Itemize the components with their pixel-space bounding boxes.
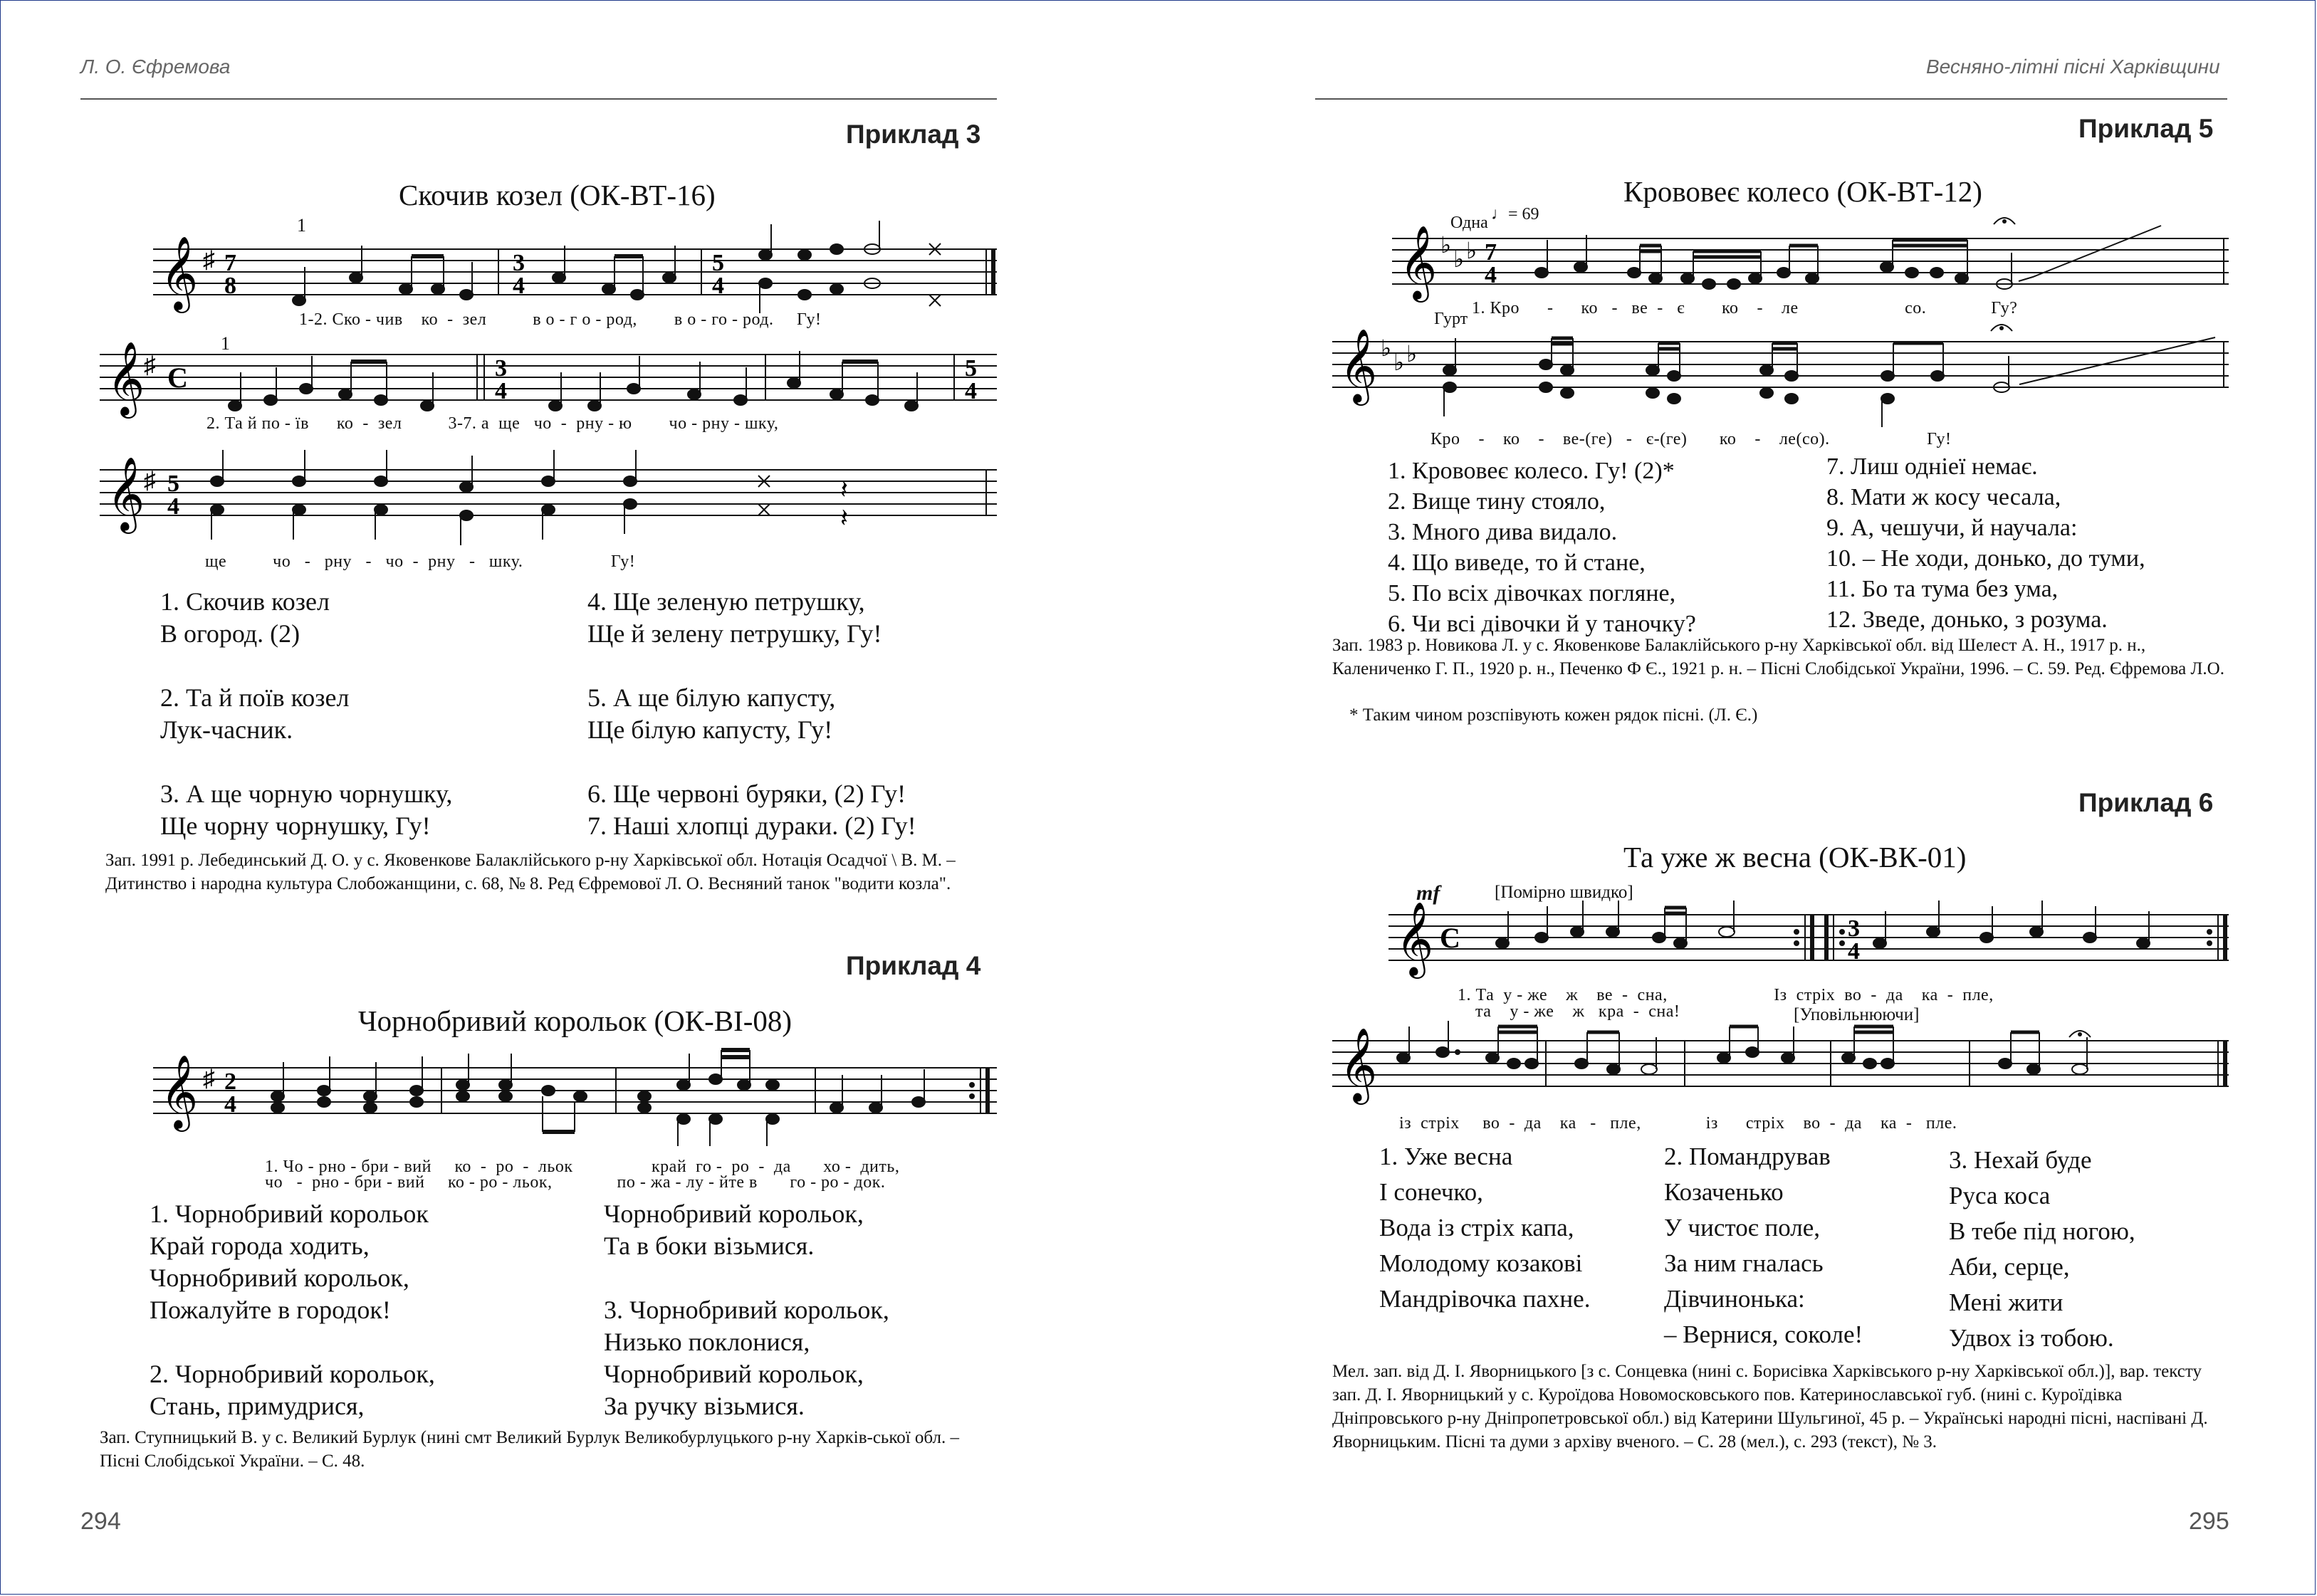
- ex5-lyrics-choir: Кро - ко - ве-(ге) - є-(ге) ко - ле(со). Гу!: [1431, 430, 1952, 448]
- ex6-tempo-mark-1: [Помірно швидко]: [1495, 883, 1633, 902]
- ex6-verses-column-2: 2. Помандрував Козаченько У чистоє поле, За ним гналась Дівчинонька: – Вернися, соколе!: [1664, 1143, 1863, 1348]
- ex5-footnote: * Таким чином розспівують кожен рядок пісні. (Л. Є.): [1349, 705, 1758, 725]
- svg-text:𝄞: 𝄞: [107, 456, 145, 531]
- svg-text:5: 5: [712, 250, 724, 276]
- svg-text:C: C: [1440, 922, 1460, 954]
- svg-text:𝄽: 𝄽: [840, 476, 849, 504]
- ex4-verses-column-1: 1. Чорнобривий корольок Край города ходить, Чорнобривий корольок, Пожалуйте в городок! 2. Чорнобривий корольок, Стань, примудрися,: [150, 1199, 435, 1420]
- right-page: [1158, 0, 2317, 1596]
- ex5-staff-solo: [1392, 224, 2229, 303]
- svg-text:5: 5: [965, 355, 977, 382]
- ex6-tempo-mark-2: [Уповільнюючи]: [1794, 1005, 1920, 1024]
- ex6-source-note: Мел. зап. від Д. І. Яворницького [з с. Сонцевка (нині с. Борисівка Харківського р-ну Харківської обл.)], вар. тексту зап. Д. І. Яворницький у с. Куроїдова Новомосковського пов. Катеринославської губ. (нині с. Куроїдівка Дніпровського р-ну Дніпропетровської обл.) від Катерини Шульгиної, 45 р. – Українські народні пісні, наспівані Д. Яворницьким. Пісні та думи з архіву вченого. – С. 28 (мел.), с. 293 (текст), № 3.: [1332, 1362, 2208, 1451]
- svg-text:♯: ♯: [203, 1066, 215, 1092]
- svg-text:𝄞: 𝄞: [1399, 225, 1438, 300]
- example-3-label: Приклад 3: [846, 120, 981, 149]
- example-5-title: Крововеє колесо (ОК-ВТ-12): [1623, 175, 1982, 208]
- ex4-source-note: Зап. Ступницький В. у с. Великий Бурлук (нині смт Великий Бурлук Великобурлуцького р-ну Харків-ської обл. – Пісні Слобідської України. – С. 48.: [100, 1428, 959, 1471]
- left-page: [0, 0, 1158, 1596]
- ex6-verses-column-1: 1. Уже весна І сонечко, Вода із стріх капа, Молодому козакові Мандрівочка пахне.: [1379, 1143, 1591, 1313]
- svg-text:C: C: [167, 362, 188, 394]
- ex6-staff-2: [1332, 1027, 2229, 1119]
- ex6-dynamic-mark: mf: [1416, 881, 1440, 905]
- svg-text:♭: ♭: [1453, 246, 1465, 272]
- svg-text:♯: ♯: [203, 247, 215, 273]
- ex3-volta-mark-2: 1: [221, 333, 230, 354]
- svg-text:𝄽: 𝄽: [840, 504, 849, 532]
- ex3-lyrics-line-2: 2. Та й по - їв ко - зел 3-7. а ще чо - рну - ю чо - рну - шку,: [206, 414, 779, 433]
- example-6-title: Та уже ж весна (ОК-ВК-01): [1623, 841, 1967, 873]
- ex3-volta-mark-1: 1: [297, 215, 306, 236]
- svg-text:4: 4: [495, 378, 507, 404]
- page-number-left: 294: [80, 1508, 121, 1535]
- ex6-verses-column-3: 3. Нехай буде Руса коса В тебе під ногою, Аби, серце, Мені жити Удвох із тобою.: [1949, 1146, 2135, 1352]
- ex3-lyrics-line-3: ще чо - рну - чо - рну - шку. Гу!: [205, 552, 636, 571]
- ex4-lyrics-line-2: чо - рно - бри - вий ко - ро - льок, по - жа - лу - йте в го - ро - док.: [265, 1173, 886, 1192]
- running-head-author: Л. О. Єфремова: [80, 56, 231, 78]
- example-6-label: Приклад 6: [2078, 788, 2214, 817]
- header-rule: [1315, 98, 2227, 100]
- svg-text:2: 2: [224, 1069, 236, 1095]
- svg-text:4: 4: [1485, 262, 1497, 288]
- example-3-title: Скочив козел (ОК-ВТ-16): [399, 179, 716, 211]
- ex3-verses-column-2: 4. Ще зеленую петрушку, Ще й зелену петрушку, Гу! 5. А ще білую капусту, Ще білую капусту, Гу! 6. Ще червоні буряки, (2) Гу! 7. Наші хлопці дураки. (2) Гу!: [587, 587, 916, 840]
- svg-text:♭: ♭: [1406, 341, 1418, 367]
- svg-text:♯: ♯: [144, 468, 156, 494]
- ex6-lyrics-line-1b: та у - же ж кра - сна!: [1475, 1002, 1680, 1021]
- ex3-lyrics-line-1: 1-2. Ско - чив ко - зел в о - г о - род, в о - го - род. Гу!: [299, 310, 822, 329]
- svg-text:3: 3: [1848, 915, 1860, 942]
- ex4-verses-column-2: Чорнобривий корольок, Та в боки візьмися. 3. Чорнобривий корольок, Низько поклонися, Чорнобривий корольок, За ручку візьмися.: [604, 1199, 889, 1420]
- svg-text:8: 8: [224, 273, 236, 299]
- example-4-title: Чорнобривий корольок (ОК-ВІ-08): [358, 1004, 793, 1037]
- svg-text:7: 7: [1485, 239, 1497, 266]
- ex3-staff-3: [100, 456, 997, 562]
- svg-text:♭: ♭: [1393, 350, 1405, 375]
- ex3-source-note: Зап. 1991 р. Лебединський Д. О. у с. Яковенкове Балаклійського р-ну Харківської обл. Нотація Осадчої \ В. М. – Дитинство і народна культура Слобожанщини, с. 68, № 8. Ред Єфремової Л. О. Весняний танок "водити козла".: [105, 851, 956, 893]
- svg-text:♯: ♯: [144, 352, 156, 379]
- ex4-staff: [153, 1054, 997, 1167]
- page-number-right: 295: [2189, 1508, 2229, 1535]
- svg-text:3: 3: [495, 355, 507, 382]
- ex6-staff-1: [1388, 901, 2229, 993]
- ex5-solo-label: Одна: [1450, 214, 1488, 232]
- ex6-lyrics-line-1: 1. Та у - же ж ве - сна, Із стріх во - да ка - пле,: [1458, 986, 1994, 1004]
- ex3-verses-column-1: 1. Скочив козел В огород. (2) 2. Та й поїв козел Лук-часник. 3. А ще чорную чорнушку, Ще чорну чорнушку, Гу!: [160, 587, 453, 840]
- ex6-lyrics-line-2: із стріх во - да ка - пле, із стріх во - да ка - пле.: [1399, 1114, 1957, 1133]
- ex5-source-note: Зап. 1983 р. Новикова Л. у с. Яковенкове Балаклійського р-ну Харківської обл. від Шелест А. Н., 1917 р. н., Калениченко Г. П., 1920 р. н., Печенко Ф Є., 1921 р. н. – Пісні Слобідської України, 1996. – С. 59. Ред. Єфремова Л.О.: [1332, 636, 2224, 678]
- ex5-verses-column-2: 7. Лиш одніеї немає. 8. Мати ж косу чесала, 9. А, чешучи, й научала: 10. – Не ходи, донько, до туми, 11. Бо та тума без ума, 12. Зведе, донько, з розума.: [1826, 453, 2145, 633]
- running-head-title: Весняно-літні пісні Харківщини: [1926, 56, 2220, 78]
- ex4-lyrics-line-1: 1. Чо - рно - бри - вий ко - ро - льок край го - ро - да хо - дить,: [265, 1157, 900, 1176]
- ex5-lyrics-solo: 1. Кро - ко - ве - є ко - ле со. Гу?: [1472, 299, 2018, 317]
- svg-text:3: 3: [513, 250, 525, 276]
- ex5-staff-choir: [1332, 327, 2229, 434]
- svg-text:♭: ♭: [1466, 238, 1477, 263]
- ex5-verses-column-1: 1. Крововеє колесо. Гу! (2)* 2. Вище тину стояло, 3. Много дива видало. 4. Що виведе, то й стане, 5. По всіх дівочках погляне, 6. Чи всі дівочки й у таночку?: [1388, 458, 1696, 637]
- ex5-choir-label: Гурт: [1434, 310, 1468, 328]
- svg-text:𝄞: 𝄞: [160, 236, 199, 310]
- svg-text:4: 4: [712, 273, 724, 299]
- svg-text:𝄞: 𝄞: [1339, 1027, 1378, 1102]
- svg-text:5: 5: [167, 471, 179, 497]
- svg-text:♭: ♭: [1440, 232, 1452, 258]
- svg-text:4: 4: [965, 378, 977, 404]
- svg-text:𝄞: 𝄞: [1396, 901, 1434, 976]
- example-4-label: Приклад 4: [846, 951, 981, 980]
- svg-text:4: 4: [167, 493, 179, 520]
- header-rule: [80, 98, 997, 100]
- svg-text:4: 4: [224, 1091, 236, 1118]
- svg-text:7: 7: [224, 250, 236, 276]
- example-5-label: Приклад 5: [2078, 114, 2214, 143]
- svg-text:𝄞: 𝄞: [107, 341, 145, 416]
- svg-text:𝄞: 𝄞: [1339, 328, 1378, 403]
- svg-text:𝄞: 𝄞: [160, 1054, 199, 1129]
- svg-text:4: 4: [1848, 938, 1860, 965]
- ex5-tempo-mark: ♩= 69: [1491, 205, 1539, 224]
- svg-text:4: 4: [513, 273, 525, 299]
- svg-text:♭: ♭: [1381, 335, 1392, 361]
